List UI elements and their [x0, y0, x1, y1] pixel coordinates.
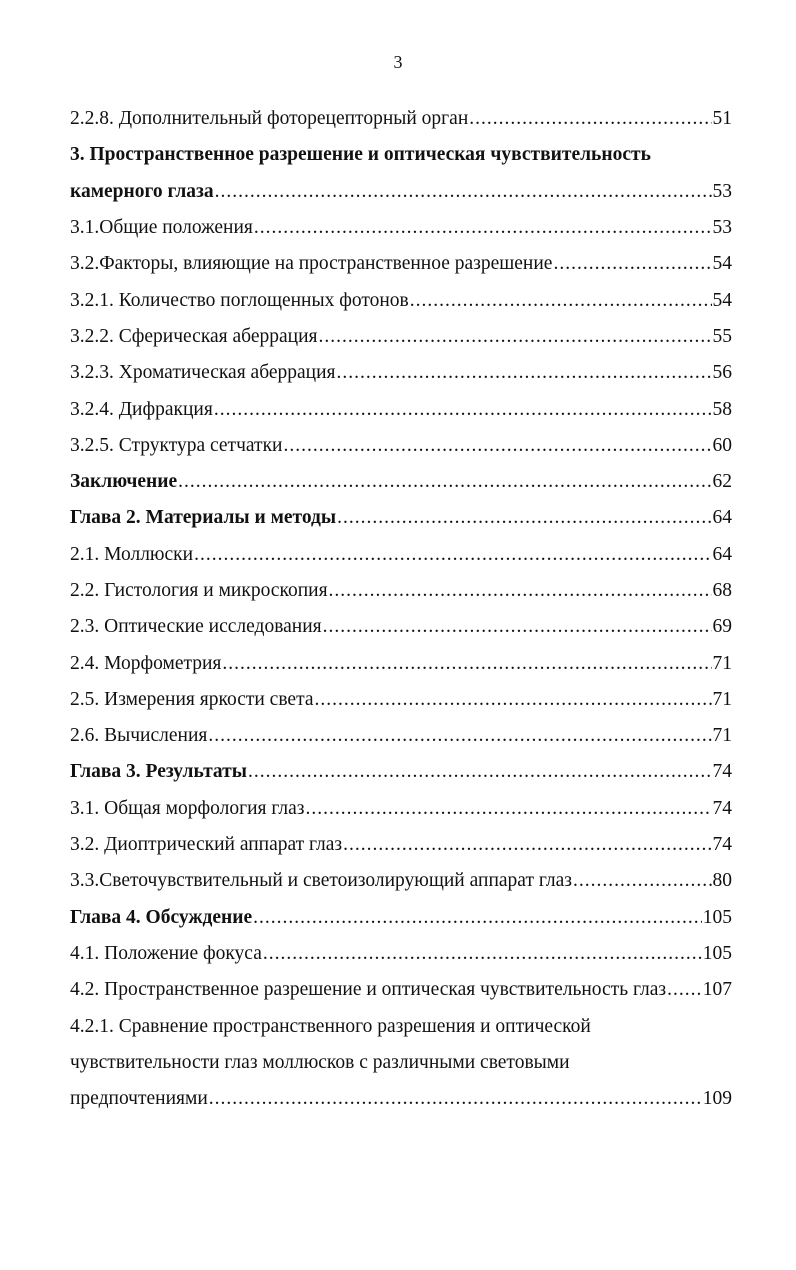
toc-label: 3.2.2. Сферическая аберрация: [70, 325, 318, 347]
toc-entry-3-title-line2: [70, 174, 732, 210]
toc-label: Факторы, влияющие на пространственное разрешение: [99, 253, 553, 275]
toc-entry-2-2-8: [70, 101, 732, 137]
toc-label: 3.2.3. Хроматическая аберрация: [70, 362, 336, 384]
toc-page: 60: [712, 434, 732, 456]
toc-label: 4.1. Положение фокуса: [70, 942, 262, 964]
toc-entry-chapter-4: [70, 900, 732, 936]
toc-leader: [215, 181, 712, 203]
toc-entry-2-2: [70, 573, 732, 609]
toc-leader: [208, 725, 711, 747]
toc-page: 51: [712, 108, 732, 130]
toc-label: 3.2. Диоптрический аппарат глаз: [70, 834, 343, 856]
toc-page: 69: [712, 616, 732, 638]
toc-label: Глава 2. Материалы и методы: [70, 507, 337, 529]
toc-entry-4-2-1-line1: [70, 1008, 732, 1044]
toc-label: 2.6. Вычисления: [70, 725, 208, 747]
toc-label: чувствительности глаз моллюсков с различными световыми: [70, 1051, 570, 1073]
toc-leader: [283, 435, 711, 457]
toc-leader: [248, 761, 712, 783]
toc-entry-2-1: [70, 537, 732, 573]
toc-leader: [323, 616, 712, 638]
toc-page: 58: [712, 398, 732, 420]
toc-leader: [254, 217, 712, 239]
toc-entry-chapter-2: [70, 500, 732, 536]
toc-page: 64: [712, 507, 732, 529]
toc-label: 2.3. Оптические исследования: [70, 616, 322, 638]
toc-label: 3.2.5. Структура сетчатки: [70, 434, 283, 456]
toc-page: 55: [712, 325, 732, 347]
toc-label: 3.1. Общая морфология глаз: [70, 797, 305, 819]
toc-entry-3-2-results: [70, 827, 732, 863]
toc-leader: [329, 580, 712, 602]
toc-number: 3.1.: [70, 217, 100, 239]
toc-label: 2.2.8. Дополнительный фоторецепторный орган: [70, 108, 469, 130]
toc-page: 53: [712, 180, 732, 202]
toc-label: Глава 4. Обсуждение: [70, 906, 253, 928]
toc-leader: [343, 834, 711, 856]
toc-entry-3-2-2: [70, 319, 732, 355]
toc-entry-4-2-1-line3: [70, 1081, 732, 1117]
toc-entry-3-2-3: [70, 355, 732, 391]
table-of-contents: [70, 101, 732, 1117]
toc-page: 71: [712, 725, 732, 747]
toc-entry-3-1: [70, 210, 732, 246]
toc-label: 2.1. Моллюски: [70, 543, 194, 565]
toc-page: 53: [712, 217, 732, 239]
toc-label: 2.2. Гистология и микроскопия: [70, 580, 328, 601]
toc-page: 74: [712, 797, 732, 819]
toc-label: 4.2.1. Сравнение пространственного разрешения и оптической: [70, 1015, 591, 1037]
toc-leader: [318, 326, 711, 348]
toc-leader: [573, 870, 712, 892]
toc-label: Заключение: [70, 471, 178, 493]
toc-label: 3.2.4. Дифракция: [70, 398, 213, 420]
toc-leader: [263, 943, 702, 965]
toc-entry-4-2-1-line2: [70, 1045, 732, 1081]
toc-leader: [337, 362, 712, 384]
toc-entry-2-5: [70, 682, 732, 718]
toc-label: Общие положения: [99, 217, 253, 239]
toc-entry-3-2-1: [70, 282, 732, 318]
toc-page: 56: [712, 362, 732, 384]
toc-page: 105: [702, 906, 732, 928]
toc-label: Глава 3. Результаты: [70, 761, 247, 783]
toc-entry-3-2: [70, 246, 732, 282]
toc-label: камерного глаза: [70, 180, 214, 202]
toc-leader: [194, 544, 711, 566]
toc-page: 54: [712, 289, 732, 311]
toc-page: 109: [702, 1088, 732, 1110]
toc-entry-3-1-results: [70, 791, 732, 827]
toc-entry-3-3-results: [70, 863, 732, 899]
toc-entry-2-6: [70, 718, 732, 754]
toc-label: 3.2.1. Количество поглощенных фотонов: [70, 289, 409, 311]
toc-label: 3. Пространственное разрешение и оптическая чувствительность: [70, 144, 651, 166]
toc-leader: [337, 507, 711, 529]
toc-leader: [178, 471, 711, 493]
toc-page: 54: [712, 253, 732, 275]
toc-leader: [667, 979, 702, 1001]
toc-page: 107: [702, 979, 732, 1001]
toc-leader: [222, 653, 711, 675]
toc-label: 4.2. Пространственное разрешение и оптическая чувствительность глаз: [70, 979, 667, 1001]
toc-entry-chapter-3: [70, 754, 732, 790]
toc-entry-3-2-4: [70, 391, 732, 427]
toc-page: 80: [712, 870, 732, 892]
toc-page: 74: [712, 834, 732, 856]
toc-leader: [209, 1088, 702, 1110]
toc-page: 74: [712, 761, 732, 783]
toc-leader: [469, 108, 711, 130]
toc-leader: [305, 798, 711, 820]
toc-label: предпочтениями: [70, 1088, 208, 1110]
toc-entry-2-4: [70, 645, 732, 681]
toc-page: 71: [712, 688, 732, 710]
toc-page: 105: [702, 942, 732, 964]
toc-page: 62: [712, 471, 732, 493]
toc-leader: [315, 689, 712, 711]
toc-number: 3.2.: [70, 253, 100, 275]
toc-entry-4-2: [70, 972, 732, 1008]
toc-number: 3.3.: [70, 870, 100, 892]
toc-label: 2.5. Измерения яркости света: [70, 688, 314, 710]
toc-page: 68: [712, 580, 732, 601]
toc-label: 2.4. Морфометрия: [70, 652, 222, 674]
page-number: 3: [393, 52, 403, 72]
toc-leader: [253, 907, 702, 929]
toc-page: 71: [712, 652, 732, 674]
toc-leader: [410, 290, 712, 312]
toc-entry-3-2-5: [70, 428, 732, 464]
toc-entry-conclusion: [70, 464, 732, 500]
toc-entry-2-3: [70, 609, 732, 645]
toc-label: Светочувствительный и светоизолирующий аппарат глаз: [99, 870, 572, 892]
toc-page: 64: [712, 543, 732, 565]
toc-leader: [553, 253, 711, 275]
toc-entry-3-title-line1: [70, 137, 732, 173]
toc-leader: [214, 399, 712, 421]
toc-entry-4-1: [70, 936, 732, 972]
